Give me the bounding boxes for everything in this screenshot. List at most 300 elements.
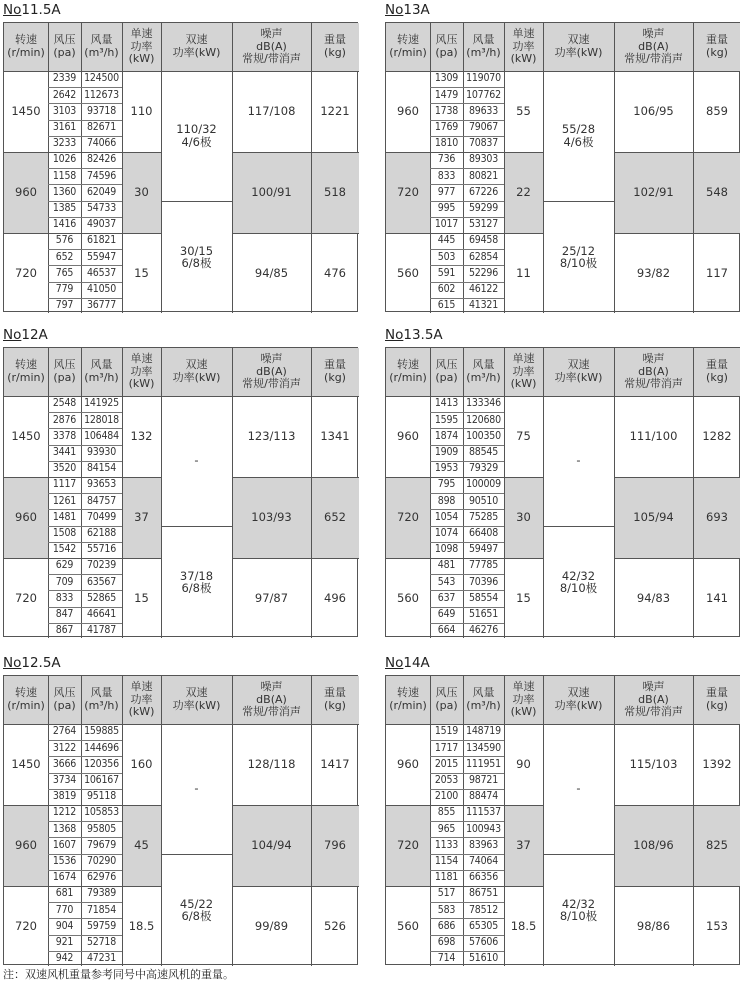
cell-pressure: 576 xyxy=(55,234,74,247)
grid-hline xyxy=(161,201,232,202)
model-number: 11.5A xyxy=(21,2,61,18)
cell-pressure: 615 xyxy=(437,299,456,312)
grid-hline xyxy=(430,789,504,790)
col-single-power: 30 xyxy=(122,152,161,233)
grid-hline xyxy=(543,854,614,855)
grid-hline xyxy=(430,136,504,137)
cell-pressure: 965 xyxy=(437,822,456,835)
col-single-power: 90 xyxy=(516,757,531,772)
cell-pressure: 1595 xyxy=(434,413,459,426)
grid-hline xyxy=(48,837,122,838)
model-prefix: No xyxy=(3,327,22,343)
cell-pressure: 3441 xyxy=(52,445,77,458)
header-col-noise: 噪声 dB(A) 常规/带消声 xyxy=(232,676,311,724)
grid-vline xyxy=(311,23,312,313)
col-weight: 153 xyxy=(706,919,728,934)
cell-pressure: 503 xyxy=(437,250,456,263)
col-speed: 720 xyxy=(386,477,430,558)
header-col-weight: 重量 (kg) xyxy=(693,23,740,71)
col-weight: 825 xyxy=(693,805,740,886)
block-title xyxy=(385,327,443,343)
cell-airflow: 124500 xyxy=(84,72,119,85)
cell-airflow: 70837 xyxy=(468,137,499,150)
cell-dual-power: 110/32 4/6极 xyxy=(176,122,217,149)
model-prefix: No xyxy=(385,655,404,671)
grid-hline xyxy=(386,805,543,806)
grid-hline xyxy=(386,396,740,397)
cell-pressure: 795 xyxy=(437,478,456,491)
cell-pressure: 1309 xyxy=(434,72,459,85)
cell-pressure: 1154 xyxy=(434,854,459,867)
grid-hline xyxy=(614,477,740,478)
cell-pressure: 2642 xyxy=(52,88,77,101)
spec-table xyxy=(3,347,358,637)
footnote: 注：双速风机重量参考同号中高速风机的重量。 xyxy=(3,968,234,981)
col-weight: 693 xyxy=(693,477,740,558)
header-col-dual-power: 双速 功率(kW) xyxy=(161,348,232,396)
col-single-power: 75 xyxy=(516,429,531,444)
cell-pressure: 1536 xyxy=(52,854,77,867)
cell-pressure: 3378 xyxy=(52,429,77,442)
grid-hline xyxy=(48,526,122,527)
cell-pressure: 445 xyxy=(437,234,456,247)
cell-airflow: 59299 xyxy=(468,201,499,214)
col-single-power: 37 xyxy=(504,805,543,886)
cell-airflow: 120680 xyxy=(466,413,501,426)
grid-hline xyxy=(48,461,122,462)
header-col-single-power: 单速 功率 (kW) xyxy=(504,348,543,396)
header-col-speed: 转速 (r/min) xyxy=(386,676,430,724)
cell-airflow: 119070 xyxy=(466,72,501,85)
grid-hline xyxy=(232,558,359,559)
grid-hline xyxy=(614,152,740,153)
header-col-weight: 重量 (kg) xyxy=(311,676,359,724)
header-col-single-power: 单速 功率 (kW) xyxy=(122,23,161,71)
cell-airflow: 90510 xyxy=(468,494,499,507)
cell-airflow: 144696 xyxy=(84,741,119,754)
cell-pressure: 898 xyxy=(437,494,456,507)
grid-vline xyxy=(161,676,162,966)
cell-pressure: 3520 xyxy=(52,462,77,475)
cell-pressure: 1360 xyxy=(52,185,77,198)
col-noise: 97/87 xyxy=(254,591,289,606)
grid-vline xyxy=(504,676,505,966)
grid-hline xyxy=(48,574,122,575)
cell-pressure: 1026 xyxy=(52,153,77,166)
cell-airflow: 78512 xyxy=(468,903,499,916)
cell-pressure: 3161 xyxy=(52,120,77,133)
grid-hline xyxy=(430,120,504,121)
col-speed: 960 xyxy=(4,477,48,558)
cell-airflow: 70239 xyxy=(86,559,117,572)
col-speed: 720 xyxy=(386,152,430,233)
col-single-power: 37 xyxy=(122,477,161,558)
col-single-power: 45 xyxy=(122,805,161,886)
cell-airflow: 79389 xyxy=(86,887,117,900)
col-noise: 103/93 xyxy=(232,477,311,558)
grid-hline xyxy=(48,249,122,250)
cell-airflow: 80821 xyxy=(468,169,499,182)
col-single-power: 18.5 xyxy=(510,919,537,934)
header-col-speed: 转速 (r/min) xyxy=(4,23,48,71)
col-weight: 548 xyxy=(693,152,740,233)
grid-hline xyxy=(386,724,740,725)
grid-hline xyxy=(48,821,122,822)
grid-hline xyxy=(430,217,504,218)
col-noise: 123/113 xyxy=(247,429,296,444)
cell-airflow: 41050 xyxy=(86,282,117,295)
cell-pressure: 3734 xyxy=(52,773,77,786)
header-col-dual-power: 双速 功率(kW) xyxy=(161,23,232,71)
grid-vline xyxy=(232,348,233,638)
cell-dual-power: 25/12 8/10极 xyxy=(559,243,598,271)
cell-airflow: 57606 xyxy=(468,935,499,948)
cell-airflow: 134590 xyxy=(466,741,501,754)
cell-airflow: 100009 xyxy=(466,478,501,491)
col-noise: 99/89 xyxy=(254,919,289,934)
cell-pressure: 1810 xyxy=(434,137,459,150)
cell-pressure: 649 xyxy=(437,607,456,620)
cell-airflow: 62854 xyxy=(468,250,499,263)
col-noise: 106/95 xyxy=(633,104,674,119)
cell-airflow: 148719 xyxy=(466,725,501,738)
grid-hline xyxy=(614,805,740,806)
cell-dual-power: 30/15 6/8极 xyxy=(179,243,214,271)
cell-pressure: 1481 xyxy=(52,510,77,523)
header-col-weight: 重量 (kg) xyxy=(693,676,740,724)
cell-airflow: 100350 xyxy=(466,429,501,442)
spec-block xyxy=(3,327,358,639)
grid-hline xyxy=(48,168,122,169)
grid-hline xyxy=(386,477,543,478)
header-col-single-power: 单速 功率 (kW) xyxy=(504,676,543,724)
cell-pressure: 1769 xyxy=(434,120,459,133)
col-weight: 1282 xyxy=(702,429,732,444)
cell-airflow: 46276 xyxy=(468,624,499,637)
cell-dual-power: 42/32 8/10极 xyxy=(559,896,598,924)
grid-hline xyxy=(48,918,122,919)
cell-airflow: 63567 xyxy=(86,575,117,588)
grid-hline xyxy=(430,298,504,299)
cell-pressure: 995 xyxy=(437,201,456,214)
cell-pressure: 2015 xyxy=(434,757,459,770)
cell-airflow: 69458 xyxy=(468,234,499,247)
grid-hline xyxy=(430,461,504,462)
grid-hline xyxy=(48,773,122,774)
grid-hline xyxy=(430,918,504,919)
grid-hline xyxy=(232,805,359,806)
cell-pressure: 1017 xyxy=(434,218,459,231)
cell-airflow: 47231 xyxy=(86,952,117,965)
cell-airflow: 106484 xyxy=(84,429,119,442)
grid-hline xyxy=(48,120,122,121)
cell-pressure: 3233 xyxy=(52,137,77,150)
cell-airflow: 61821 xyxy=(86,234,117,247)
grid-hline xyxy=(48,493,122,494)
cell-dual-power: - xyxy=(576,781,581,796)
grid-hline xyxy=(48,607,122,608)
header-col-single-power: 单速 功率 (kW) xyxy=(122,676,161,724)
col-speed: 720 xyxy=(15,266,37,281)
header-col-speed: 转速 (r/min) xyxy=(386,23,430,71)
col-speed: 720 xyxy=(15,591,37,606)
cell-pressure: 736 xyxy=(437,153,456,166)
cell-airflow: 67226 xyxy=(468,185,499,198)
cell-airflow: 66408 xyxy=(468,526,499,539)
grid-hline xyxy=(430,756,504,757)
cell-airflow: 93930 xyxy=(86,445,117,458)
cell-pressure: 1368 xyxy=(52,822,77,835)
cell-airflow: 46641 xyxy=(86,607,117,620)
cell-dual-power: - xyxy=(576,453,581,468)
cell-airflow: 75285 xyxy=(468,510,499,523)
model-prefix: No xyxy=(3,655,22,671)
grid-hline xyxy=(48,870,122,871)
col-noise: 102/91 xyxy=(614,152,693,233)
grid-hline xyxy=(386,233,543,234)
cell-airflow: 89633 xyxy=(468,104,499,117)
cell-pressure: 921 xyxy=(55,935,74,948)
cell-airflow: 52296 xyxy=(468,266,499,279)
grid-hline xyxy=(430,623,504,624)
cell-pressure: 709 xyxy=(55,575,74,588)
col-weight: 1392 xyxy=(702,757,732,772)
col-speed: 720 xyxy=(15,919,37,934)
header-col-single-power: 单速 功率 (kW) xyxy=(122,348,161,396)
grid-hline xyxy=(232,152,359,153)
spec-table xyxy=(385,675,740,965)
header-col-airflow: 风量 (m³/h) xyxy=(81,348,122,396)
grid-hline xyxy=(430,168,504,169)
model-number: 13.5A xyxy=(403,327,443,343)
cell-dual-power: - xyxy=(194,453,199,468)
header-col-dual-power: 双速 功率(kW) xyxy=(543,676,614,724)
block-title xyxy=(3,655,61,671)
cell-pressure: 867 xyxy=(55,624,74,637)
col-noise: 98/86 xyxy=(636,919,671,934)
col-speed: 960 xyxy=(397,104,419,119)
grid-hline xyxy=(4,886,161,887)
cell-pressure: 847 xyxy=(55,607,74,620)
cell-dual-power: 45/22 6/8极 xyxy=(179,896,214,924)
col-weight: 1341 xyxy=(320,429,350,444)
model-number: 14A xyxy=(403,655,430,671)
grid-hline xyxy=(48,265,122,266)
cell-pressure: 1519 xyxy=(434,725,459,738)
grid-hline xyxy=(430,103,504,104)
block-title xyxy=(3,2,61,18)
header-col-noise: 噪声 dB(A) 常规/带消声 xyxy=(614,23,693,71)
cell-pressure: 904 xyxy=(55,919,74,932)
grid-vline xyxy=(693,348,694,638)
grid-hline xyxy=(430,493,504,494)
cell-pressure: 3819 xyxy=(52,790,77,803)
cell-pressure: 1181 xyxy=(434,871,459,884)
cell-airflow: 105853 xyxy=(84,806,119,819)
cell-pressure: 1479 xyxy=(434,88,459,101)
cell-pressure: 2548 xyxy=(52,397,77,410)
grid-hline xyxy=(430,87,504,88)
grid-hline xyxy=(48,87,122,88)
block-title xyxy=(3,327,48,343)
grid-hline xyxy=(48,854,122,855)
grid-hline xyxy=(48,756,122,757)
cell-pressure: 942 xyxy=(55,952,74,965)
cell-airflow: 86751 xyxy=(468,887,499,900)
cell-pressure: 481 xyxy=(437,559,456,572)
cell-airflow: 83963 xyxy=(468,838,499,851)
spec-block xyxy=(3,655,358,967)
cell-airflow: 89303 xyxy=(468,153,499,166)
grid-hline xyxy=(430,265,504,266)
cell-pressure: 681 xyxy=(55,887,74,900)
col-single-power: 110 xyxy=(130,104,153,119)
cell-airflow: 62049 xyxy=(86,185,117,198)
cell-airflow: 111537 xyxy=(466,806,501,819)
col-weight: 476 xyxy=(324,266,346,281)
header-col-pressure: 风压 (pa) xyxy=(430,676,463,724)
cell-pressure: 855 xyxy=(437,806,456,819)
cell-pressure: 664 xyxy=(437,624,456,637)
col-single-power: 15 xyxy=(516,591,531,606)
grid-hline xyxy=(430,773,504,774)
model-number: 13A xyxy=(403,2,430,18)
col-weight: 518 xyxy=(311,152,359,233)
cell-pressure: 591 xyxy=(437,266,456,279)
grid-hline xyxy=(430,590,504,591)
spec-table xyxy=(385,22,740,312)
cell-airflow: 128018 xyxy=(84,413,119,426)
cell-airflow: 84757 xyxy=(86,494,117,507)
cell-airflow: 71854 xyxy=(86,903,117,916)
grid-hline xyxy=(48,935,122,936)
cell-airflow: 59759 xyxy=(86,919,117,932)
col-weight: 496 xyxy=(324,591,346,606)
cell-pressure: 543 xyxy=(437,575,456,588)
cell-airflow: 74066 xyxy=(86,137,117,150)
grid-hline xyxy=(48,136,122,137)
grid-hline xyxy=(386,886,543,887)
col-speed: 1450 xyxy=(11,757,41,772)
grid-hline xyxy=(543,526,614,527)
grid-hline xyxy=(48,445,122,446)
col-speed: 960 xyxy=(397,757,419,772)
cell-pressure: 833 xyxy=(55,591,74,604)
cell-airflow: 49037 xyxy=(86,218,117,231)
grid-hline xyxy=(48,412,122,413)
block-title xyxy=(385,2,430,18)
grid-hline xyxy=(430,542,504,543)
header-col-noise: 噪声 dB(A) 常规/带消声 xyxy=(232,348,311,396)
col-weight: 796 xyxy=(311,805,359,886)
cell-dual-power: - xyxy=(194,781,199,796)
cell-pressure: 1098 xyxy=(434,543,459,556)
cell-airflow: 79679 xyxy=(86,838,117,851)
grid-hline xyxy=(614,558,740,559)
grid-hline xyxy=(48,184,122,185)
col-speed: 1450 xyxy=(11,104,41,119)
cell-pressure: 629 xyxy=(55,559,74,572)
grid-vline xyxy=(122,348,123,638)
cell-dual-power: 55/28 4/6极 xyxy=(561,122,596,149)
grid-hline xyxy=(430,201,504,202)
col-noise: 128/118 xyxy=(247,757,296,772)
cell-airflow: 141925 xyxy=(84,397,119,410)
spec-block xyxy=(385,2,740,314)
col-noise: 104/94 xyxy=(232,805,311,886)
grid-hline xyxy=(48,590,122,591)
grid-hline xyxy=(4,233,161,234)
cell-pressure: 779 xyxy=(55,282,74,295)
cell-airflow: 98721 xyxy=(468,773,499,786)
grid-hline xyxy=(614,233,740,234)
col-single-power: 18.5 xyxy=(128,919,155,934)
cell-dual-power: 42/32 8/10极 xyxy=(559,568,598,596)
grid-hline xyxy=(161,854,232,855)
grid-hline xyxy=(430,607,504,608)
cell-airflow: 95805 xyxy=(86,822,117,835)
grid-hline xyxy=(430,412,504,413)
grid-hline xyxy=(232,886,359,887)
grid-hline xyxy=(430,249,504,250)
grid-hline xyxy=(48,103,122,104)
cell-pressure: 1074 xyxy=(434,526,459,539)
col-speed: 560 xyxy=(397,919,419,934)
cell-airflow: 53127 xyxy=(468,218,499,231)
grid-hline xyxy=(386,152,543,153)
cell-pressure: 1874 xyxy=(434,429,459,442)
col-single-power: 30 xyxy=(504,477,543,558)
cell-pressure: 1117 xyxy=(52,478,77,491)
col-speed: 960 xyxy=(4,152,48,233)
cell-pressure: 1416 xyxy=(52,218,77,231)
cell-airflow: 120356 xyxy=(84,757,119,770)
cell-airflow: 88545 xyxy=(468,445,499,458)
header-col-weight: 重量 (kg) xyxy=(693,348,740,396)
header-col-dual-power: 双速 功率(kW) xyxy=(543,348,614,396)
cell-pressure: 1212 xyxy=(52,806,77,819)
cell-pressure: 1413 xyxy=(434,397,459,410)
cell-pressure: 765 xyxy=(55,266,74,279)
cell-airflow: 55716 xyxy=(86,543,117,556)
cell-pressure: 1158 xyxy=(52,169,77,182)
grid-hline xyxy=(430,951,504,952)
header-col-airflow: 风量 (m³/h) xyxy=(463,348,504,396)
grid-vline xyxy=(504,348,505,638)
spec-table xyxy=(3,22,358,312)
cell-pressure: 698 xyxy=(437,935,456,948)
grid-hline xyxy=(430,428,504,429)
col-speed: 1450 xyxy=(11,429,41,444)
col-single-power: 132 xyxy=(130,429,153,444)
header-col-noise: 噪声 dB(A) 常规/带消声 xyxy=(614,676,693,724)
header-col-weight: 重量 (kg) xyxy=(311,348,359,396)
model-number: 12.5A xyxy=(21,655,61,671)
cell-airflow: 93653 xyxy=(86,478,117,491)
cell-pressure: 833 xyxy=(437,169,456,182)
grid-hline xyxy=(430,526,504,527)
header-col-noise: 噪声 dB(A) 常规/带消声 xyxy=(614,348,693,396)
col-single-power: 15 xyxy=(134,266,149,281)
grid-vline xyxy=(614,348,615,638)
grid-hline xyxy=(386,71,740,72)
cell-pressure: 1542 xyxy=(52,543,77,556)
header-col-pressure: 风压 (pa) xyxy=(48,23,81,71)
cell-airflow: 100943 xyxy=(466,822,501,835)
col-noise: 94/85 xyxy=(254,266,289,281)
grid-hline xyxy=(430,935,504,936)
col-weight: 141 xyxy=(706,591,728,606)
